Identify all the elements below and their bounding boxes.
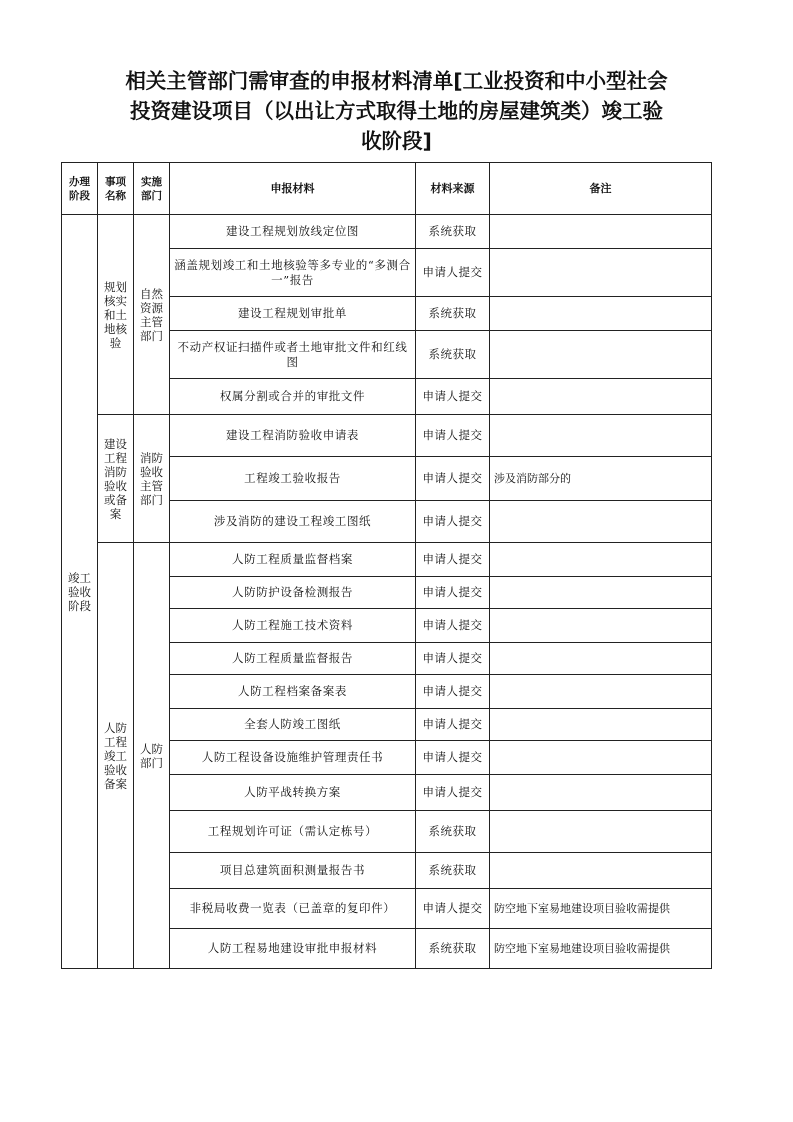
header-stage-label: 办理 阶段 — [69, 175, 90, 202]
item-name-cell — [98, 415, 134, 543]
material-cell: 人防平战转换方案 — [170, 775, 416, 811]
material-cell: 工程竣工验收报告 — [170, 457, 416, 501]
stage-label: 竣工 验收 阶段 — [68, 570, 91, 613]
material-cell: 涵盖规划竣工和土地核验等多专业的“多测合一”报告 — [170, 249, 416, 297]
dept-cell — [134, 215, 170, 415]
material-cell: 建设工程消防验收申请表 — [170, 415, 416, 457]
material-cell: 工程规划许可证（需认定栋号） — [170, 811, 416, 853]
note-cell — [490, 775, 712, 811]
note-cell — [490, 709, 712, 741]
source-cell: 申请人提交 — [416, 543, 490, 577]
source-cell: 申请人提交 — [416, 643, 490, 675]
note-cell — [490, 331, 712, 379]
source-cell: 申请人提交 — [416, 741, 490, 775]
dept-cell — [134, 543, 170, 969]
materials-table — [61, 162, 712, 969]
note-cell — [490, 215, 712, 249]
title-line-2: 投资建设项目（以出让方式取得土地的房屋建筑类）竣工验 — [130, 99, 663, 123]
note-cell — [490, 609, 712, 643]
item-name-cell — [98, 215, 134, 415]
material-cell: 不动产权证扫描件或者土地审批文件和红线图 — [170, 331, 416, 379]
material-cell: 涉及消防的建设工程竣工图纸 — [170, 501, 416, 543]
source-cell: 申请人提交 — [416, 577, 490, 609]
header-material: 申报材料 — [170, 163, 416, 215]
source-cell: 系统获取 — [416, 297, 490, 331]
material-cell: 人防工程质量监督报告 — [170, 643, 416, 675]
source-cell: 系统获取 — [416, 811, 490, 853]
material-cell: 人防工程档案备案表 — [170, 675, 416, 709]
source-cell: 申请人提交 — [416, 415, 490, 457]
note-cell — [490, 379, 712, 415]
table-body — [62, 215, 712, 969]
material-cell: 非税局收费一览表（已盖章的复印件） — [170, 889, 416, 929]
note-cell — [490, 297, 712, 331]
material-cell: 人防工程易地建设审批申报材料 — [170, 929, 416, 969]
source-cell: 申请人提交 — [416, 775, 490, 811]
dept-label: 人防 部门 — [140, 741, 163, 770]
material-cell: 人防工程施工技术资料 — [170, 609, 416, 643]
note-cell — [490, 643, 712, 675]
source-cell: 申请人提交 — [416, 609, 490, 643]
title-line-3: 收阶段] — [361, 129, 432, 153]
table-row — [62, 543, 712, 577]
dept-label: 自然 资源 主管 部门 — [140, 286, 163, 343]
header-dept — [134, 163, 170, 215]
note-cell — [490, 741, 712, 775]
header-source: 材料来源 — [416, 163, 490, 215]
header-item-label: 事项 名称 — [105, 175, 126, 202]
source-cell: 系统获取 — [416, 331, 490, 379]
note-cell — [490, 501, 712, 543]
material-cell: 人防工程质量监督档案 — [170, 543, 416, 577]
source-cell: 申请人提交 — [416, 249, 490, 297]
source-cell: 系统获取 — [416, 853, 490, 889]
source-cell: 申请人提交 — [416, 457, 490, 501]
header-row — [62, 163, 712, 215]
material-cell: 建设工程规划审批单 — [170, 297, 416, 331]
page-title — [40, 66, 753, 156]
header-stage — [62, 163, 98, 215]
material-cell: 权属分割或合并的审批文件 — [170, 379, 416, 415]
item-name-label: 建设 工程 消防 验收 或备 案 — [104, 436, 127, 521]
item-name-label: 规划 核实 和土 地核 验 — [104, 279, 127, 350]
note-cell — [490, 577, 712, 609]
source-cell: 系统获取 — [416, 929, 490, 969]
title-line-1: 相关主管部门需审查的申报材料清单[工业投资和中小型社会 — [125, 69, 668, 93]
material-cell: 全套人防竣工图纸 — [170, 709, 416, 741]
note-cell: 涉及消防部分的 — [490, 457, 712, 501]
note-cell: 防空地下室易地建设项目验收需提供 — [490, 929, 712, 969]
source-cell: 系统获取 — [416, 215, 490, 249]
stage-cell — [62, 215, 98, 969]
note-cell — [490, 415, 712, 457]
header-item — [98, 163, 134, 215]
source-cell: 申请人提交 — [416, 501, 490, 543]
source-cell: 申请人提交 — [416, 379, 490, 415]
note-cell — [490, 249, 712, 297]
note-cell: 防空地下室易地建设项目验收需提供 — [490, 889, 712, 929]
material-cell: 人防工程设备设施维护管理责任书 — [170, 741, 416, 775]
source-cell: 申请人提交 — [416, 889, 490, 929]
note-cell — [490, 853, 712, 889]
dept-label: 消防 验收 主管 部门 — [140, 450, 163, 507]
header-dept-label: 实施 部门 — [141, 175, 162, 202]
table-row — [62, 415, 712, 457]
note-cell — [490, 543, 712, 577]
material-cell: 项目总建筑面积测量报告书 — [170, 853, 416, 889]
material-cell: 人防防护设备检测报告 — [170, 577, 416, 609]
material-cell: 建设工程规划放线定位图 — [170, 215, 416, 249]
source-cell: 申请人提交 — [416, 675, 490, 709]
item-name-label: 人防 工程 竣工 验收 备案 — [104, 720, 127, 791]
note-cell — [490, 675, 712, 709]
dept-cell — [134, 415, 170, 543]
source-cell: 申请人提交 — [416, 709, 490, 741]
note-cell — [490, 811, 712, 853]
item-name-cell — [98, 543, 134, 969]
header-note: 备注 — [490, 163, 712, 215]
table-row — [62, 215, 712, 249]
